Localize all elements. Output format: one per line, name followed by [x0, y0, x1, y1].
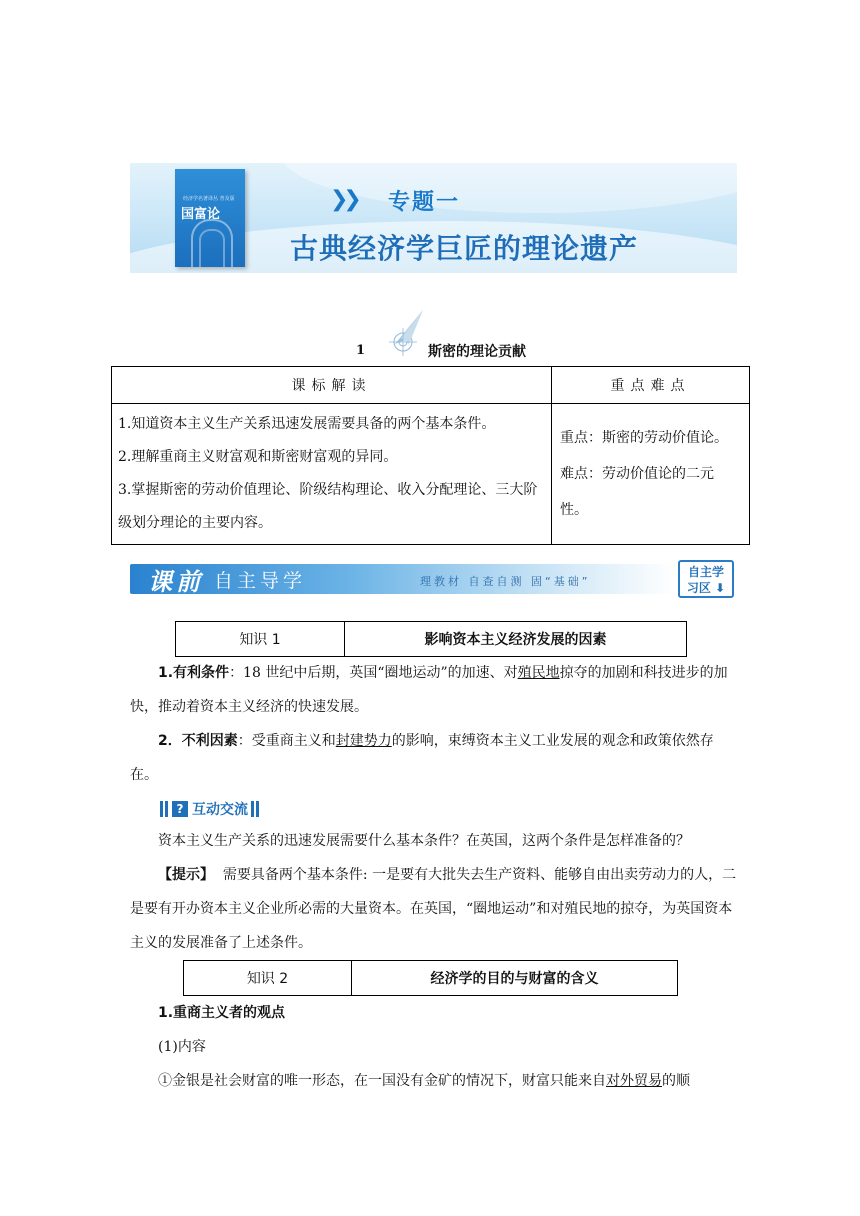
subheading	[130, 996, 740, 1030]
section-header	[130, 556, 737, 602]
objective-item: 3.掌握斯密的劳动价值理论、阶级结构理论、收入分配理论、三大阶级划分理论的主要内容。	[118, 482, 538, 531]
bar-decoration	[160, 801, 163, 817]
knowledge-label: 知识 1	[176, 622, 345, 656]
subheading-text: 1.重商主义者的观点	[158, 1005, 286, 1021]
paragraph-lead: 2．不利因素	[158, 733, 238, 749]
lesson-number: 1	[356, 343, 366, 358]
underlined-term: 封建势力	[335, 733, 392, 749]
knowledge-label: 知识 2	[184, 961, 352, 995]
question-icon: ?	[172, 801, 188, 817]
objectives-table	[111, 366, 750, 545]
book-cover-subtitle: 经济学名著译丛 普及版	[183, 196, 235, 202]
paragraph-text: 的顺	[662, 1073, 690, 1089]
book-cover-title: 国富论	[181, 207, 221, 222]
hint-paragraph	[130, 858, 740, 960]
paragraph	[130, 1064, 740, 1098]
knowledge-box-2	[183, 960, 678, 996]
section-title-rest: 自主导学	[214, 570, 307, 592]
underlined-term: 殖民地	[517, 665, 560, 681]
bar-decoration	[256, 801, 259, 817]
paragraph	[130, 724, 740, 792]
arch-decoration	[199, 229, 225, 267]
paragraph-text: 掠夺的加剧和科技进步的加快，推动着资本主义经济的快速发展。	[130, 665, 728, 715]
badge-line: 自主学	[687, 565, 724, 579]
self-study-badge	[678, 560, 734, 598]
table-header-standards: 课标解读	[112, 367, 552, 404]
book-cover-image	[175, 169, 245, 267]
paragraph-text: ①金银是社会财富的唯一形态，在一国没有金矿的情况下，财富只能来自	[158, 1073, 606, 1089]
hint-text: 需要具备两个基本条件: 一是要有大批失去生产资料、能够自由出卖劳动力的人，二是要有开办资本主义企业所必需的大量资本。在英国，“圈地运动”和对殖民地的掠夺，为英国资本主义的发展准备了上述条件。	[130, 867, 737, 951]
arrow-down-icon: ⬇	[710, 581, 726, 595]
key-point: 重点：斯密的劳动价值论。	[560, 430, 728, 446]
topic-label: 专题一	[388, 190, 461, 215]
standards-cell	[112, 404, 552, 545]
banner-title: 古典经济学巨匠的理论遗产	[290, 232, 639, 265]
paragraph-text: 的影响，束缚资本主义工业发展的观念和政策依然存在。	[130, 733, 714, 783]
knowledge-box-1	[175, 621, 687, 657]
lesson-title: 斯密的理论贡献	[428, 344, 526, 360]
bar-decoration	[165, 801, 168, 817]
double-chevron-icon: ❯❯	[330, 187, 357, 212]
paragraph-text: ：18 世纪中后期，英国“圈地运动”的加速、对	[229, 665, 518, 681]
objective-item: 2.理解重商主义财富观和斯密财富观的异同。	[118, 449, 398, 465]
sub-subheading: (1)内容	[158, 1039, 206, 1055]
difficult-point: 难点：劳动价值论的二元性。	[560, 466, 714, 518]
paragraph-lead: 1.有利条件	[158, 665, 230, 681]
interact-label	[160, 798, 261, 820]
interact-label-text: 互动交流	[192, 802, 248, 818]
badge-line: 习区 ⬇	[686, 581, 726, 595]
keypoints-cell	[552, 404, 750, 545]
hint-label: 【提示】	[158, 867, 214, 883]
compass-star-icon	[365, 308, 425, 358]
underlined-term: 对外贸易	[606, 1073, 662, 1089]
bar-decoration	[251, 801, 254, 817]
section-band	[130, 564, 675, 594]
section-title-big: 课前	[148, 567, 204, 596]
objective-item: 1.知道资本主义生产关系迅速发展需要具备的两个基本条件。	[118, 416, 496, 432]
paragraph	[130, 656, 740, 724]
paragraph-text: ：受重商主义和	[237, 733, 336, 749]
topic-banner	[130, 163, 737, 273]
section-tagline: 理教材 自查自测 固“基础”	[420, 575, 591, 588]
knowledge-title: 影响资本主义经济发展的因素	[424, 632, 607, 648]
question-text: 资本主义生产关系的迅速发展需要什么基本条件？在英国，这两个条件是怎样准备的？	[158, 833, 690, 849]
knowledge-title: 经济学的目的与财富的含义	[430, 971, 599, 987]
table-header-keypoints: 重点难点	[552, 367, 750, 404]
